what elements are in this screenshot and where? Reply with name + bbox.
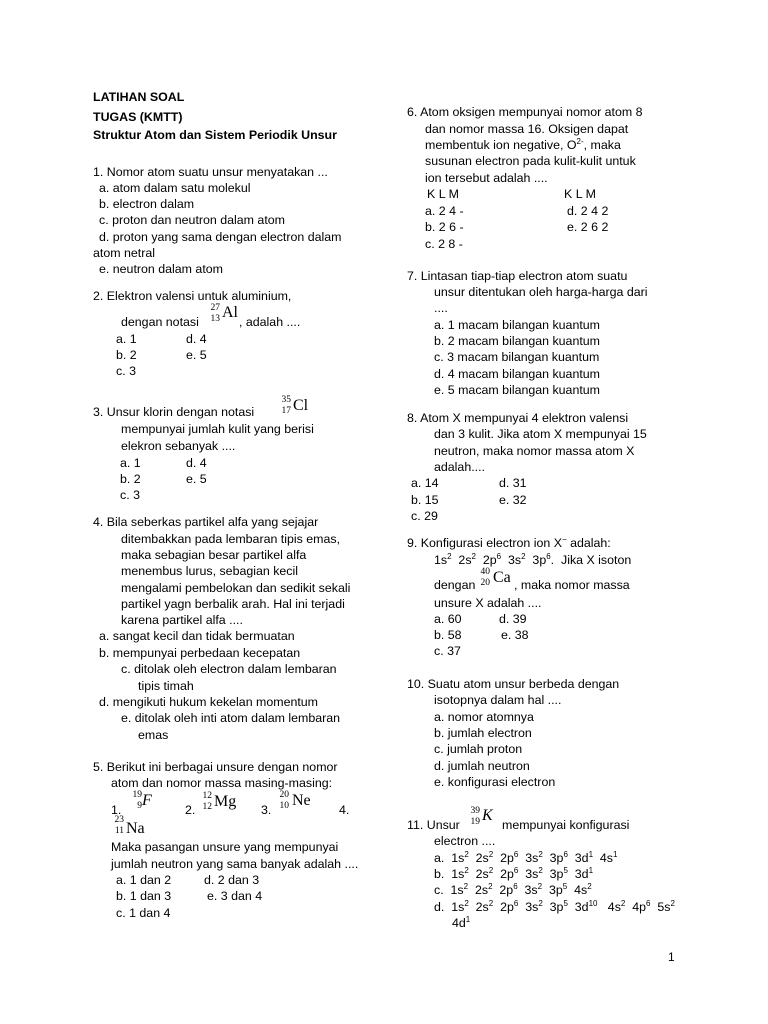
q9-option-e: e. 38 <box>501 628 529 642</box>
q11-d-label: d. <box>434 900 445 914</box>
q5-ne-number: 10 <box>279 801 289 811</box>
q4-line5: mengalami pembelokan dan sedikit sekali <box>121 581 351 595</box>
q6-line4: susunan electron pada kulit-kulit untuk <box>425 154 636 168</box>
q10-option-c: c. jumlah proton <box>434 742 523 756</box>
q5-option-c: c. 1 dan 4 <box>116 906 171 920</box>
q6-line2: dan nomor massa 16. Oksigen dapat <box>425 122 629 136</box>
q10-option-e: e. konfigurasi electron <box>434 775 556 789</box>
q5-option-d: d. 2 dan 3 <box>204 873 260 887</box>
q2-al-symbol: Al <box>222 304 238 321</box>
q11-option-d-cont: $4d^1$ <box>452 914 471 930</box>
q10-line2: isotopnya dalam hal .... <box>434 693 562 707</box>
q11-option-a: a. $1s^2$ $2s^2$ $2p^6$ $3s^2$ $3p^6$ $3d^1$ $4s^1$ <box>434 849 618 865</box>
q7-option-b: b. 2 macam bilangan kuantum <box>434 334 600 348</box>
q4-option-c-cont: tipis timah <box>138 679 194 693</box>
q5-na-mass: 23 <box>114 815 124 825</box>
q8-line1: 8. Atom X mempunyai 4 elektron valensi <box>407 411 629 425</box>
q6-option-a: a. 2 4 - <box>425 204 464 218</box>
q3-option-e: e. 5 <box>186 472 207 486</box>
q2-option-a: a. 1 <box>116 332 137 346</box>
q2-after: , adalah .... <box>239 315 301 329</box>
q4-option-e-cont: emas <box>138 728 169 742</box>
q5-num4: 4. <box>339 803 350 817</box>
q8-option-b: b. 15 <box>411 493 439 507</box>
q5-f-number: 9 <box>137 801 142 811</box>
q5-line3: Maka pasangan unsure yang mempunyai <box>111 840 339 854</box>
q11-k-symbol: K <box>482 807 493 824</box>
q4-option-d: d. mengikuti hukum kekelan momentum <box>99 695 319 709</box>
q6-line3-text: membentuk ion negative, O <box>425 138 577 152</box>
q9-line1-text: 9. Konfigurasi electron ion X <box>407 536 562 550</box>
q5-ne-mass: 20 <box>279 790 289 800</box>
q9-ca-number: 20 <box>480 578 490 588</box>
q10-option-b: b. jumlah electron <box>434 726 532 740</box>
q5-option-e: e. 3 dan 4 <box>207 889 263 903</box>
title-latihan-soal: LATIHAN SOAL <box>93 90 185 104</box>
q4-option-b: b. mempunyai perbedaan kecepatan <box>99 646 301 660</box>
q6-header-left: K L M <box>427 187 459 201</box>
q4-option-e: e. ditolak oleh inti atom dalam lembaran <box>121 711 341 725</box>
q4-option-a: a. sangat kecil dan tidak bermuatan <box>99 629 295 643</box>
q4-line7: karena partikel alfa .... <box>121 613 243 627</box>
q8-option-d: d. 31 <box>499 476 527 490</box>
q1-option-d: d. proton yang sama dengan electron dalam <box>99 230 342 244</box>
q11-a-label: a. <box>434 851 445 865</box>
q11-c-label: c. <box>434 883 444 897</box>
q1-option-e: e. neutron dalam atom <box>99 262 223 276</box>
q3-option-c: c. 3 <box>120 488 140 502</box>
q10-option-a: a. nomor atomnya <box>434 710 534 724</box>
q2-stem: 2. Elektron valensi untuk aluminium, <box>93 289 292 303</box>
q9-option-c: c. 37 <box>434 644 461 658</box>
q5-na-number: 11 <box>114 826 124 836</box>
q10-option-d: d. jumlah neutron <box>434 759 530 773</box>
q9-dengan: dengan <box>434 578 476 592</box>
q1-stem: 1. Nomor atom suatu unsur menyatakan ... <box>93 165 328 179</box>
q7-line3: .... <box>434 301 448 315</box>
q11-k-number: 19 <box>470 817 480 827</box>
q1-option-b: b. electron dalam <box>99 197 195 211</box>
q7-line1: 7. Lintasan tiap-tiap electron atom suatu <box>407 269 628 283</box>
q6-line5: ion tersebut adalah .... <box>425 171 548 185</box>
q6-option-d: d. 2 4 2 <box>567 204 609 218</box>
q3-stem: 3. Unsur klorin dengan notasi <box>93 405 255 419</box>
q8-line2: dan 3 kulit. Jika atom X mempunyai 15 <box>434 427 647 441</box>
q2-notasi: dengan notasi <box>121 315 199 329</box>
q7-line2: unsur ditentukan oleh harga-harga dari <box>434 285 648 299</box>
q2-option-b: b. 2 <box>116 348 137 362</box>
q8-line3: neutron, maka nomor massa atom X <box>434 444 635 458</box>
q5-line4: jumlah neutron yang sama banyak adalah .... <box>111 857 359 871</box>
q5-ne-symbol: Ne <box>292 792 311 809</box>
q5-num3: 3. <box>261 803 272 817</box>
q9-option-d: d. 39 <box>499 612 527 626</box>
page-number: 1 <box>668 950 675 964</box>
q1-option-a: a. atom dalam satu molekul <box>99 181 251 195</box>
q5-line1: 5. Berikut ini berbagai unsure dengan nomor <box>93 760 338 774</box>
q11-k-mass: 39 <box>470 806 480 816</box>
q3-line3: elekron sebanyak .... <box>121 439 236 453</box>
q5-f-symbol: F <box>142 792 152 809</box>
q3-cl-mass: 35 <box>281 395 291 405</box>
q6-line1: 6. Atom oksigen mempunyai nomor atom 8 <box>407 105 643 119</box>
q4-line6: partikel yagn berbalik arah. Hal ini terjadi <box>121 597 345 611</box>
q8-option-c: c. 29 <box>411 509 438 523</box>
q9-line1 <box>407 535 611 551</box>
q3-option-d: d. 4 <box>186 456 207 470</box>
q9-charge: − <box>561 534 567 544</box>
q8-option-a: a. 14 <box>411 476 439 490</box>
q6-option-e: e. 2 6 2 <box>567 220 609 234</box>
q5-mg-symbol: Mg <box>214 793 237 810</box>
q11-line2: electron .... <box>434 834 496 848</box>
title-topic: Struktur Atom dan Sistem Periodik Unsur <box>93 128 337 142</box>
q9-option-b: b. 58 <box>434 628 462 642</box>
q9-ca-mass: 40 <box>480 567 490 577</box>
q6-line3 <box>425 137 621 153</box>
q10-line1: 10. Suatu atom unsur berbeda dengan <box>407 677 620 691</box>
q1-option-d-cont: atom netral <box>93 246 155 260</box>
q11-option-b: b. $1s^2$ $2s^2$ $2p^6$ $3s^2$ $3p^5$ $3d^1$ <box>434 865 594 881</box>
q5-option-a: a. 1 dan 2 <box>116 873 172 887</box>
q2-option-e: e. 5 <box>186 348 207 362</box>
q6-line3-end: , maka <box>583 138 621 152</box>
q8-option-e: e. 32 <box>499 493 527 507</box>
q6-charge: 2- <box>576 136 584 146</box>
q1-option-c: c. proton dan neutron dalam atom <box>99 213 285 227</box>
q6-option-c: c. 2 8 - <box>425 237 463 251</box>
q6-option-b: b. 2 6 - <box>425 220 464 234</box>
q3-option-a: a. 1 <box>120 456 141 470</box>
q9-configuration: $1s^2$ $2s^2$ $2p^6$ $3s^2$ $3p^6$. Jika X isoton <box>434 551 632 567</box>
q4-line4: menembus lurus, sebagian kecil <box>121 564 299 578</box>
q5-f-mass: 19 <box>132 790 142 800</box>
q4-option-c: c. ditolak oleh electron dalam lembaran <box>121 662 337 676</box>
q9-option-a: a. 60 <box>434 612 462 626</box>
q11-unsur: 11. Unsur <box>407 818 460 832</box>
q2-option-d: d. 4 <box>186 332 207 346</box>
q4-line2: ditembakkan pada lembaran tipis emas, <box>121 532 341 546</box>
q5-option-b: b. 1 dan 3 <box>116 889 172 903</box>
q11-option-d: d. $1s^2$ $2s^2$ $2p^6$ $3s^2$ $3p^5$ $3d^{10}$ $4s^2$ $4p^6$ $5s^2$ <box>434 898 675 914</box>
q2-al-number: 13 <box>210 314 220 324</box>
q5-num1: 1. <box>111 803 122 817</box>
q11-after: mempunyai konfigurasi <box>502 818 630 832</box>
q9-line2: Jika X isoton <box>561 553 632 567</box>
q9-line4: unsure X adalah .... <box>434 596 542 610</box>
q2-option-c: c. 3 <box>116 364 136 378</box>
q9-line1-end: adalah: <box>566 536 611 550</box>
q3-cl-number: 17 <box>281 406 291 416</box>
q8-line4: adalah.... <box>434 460 485 474</box>
q9-ca-symbol: Ca <box>493 569 511 586</box>
q4-line1: 4. Bila seberkas partikel alfa yang sejajar <box>93 515 319 529</box>
q5-mg-number: 12 <box>202 802 212 812</box>
q7-option-a: a. 1 macam bilangan kuantum <box>434 318 600 332</box>
q7-option-e: e. 5 macam bilangan kuantum <box>434 383 600 397</box>
title-tugas: TUGAS (KMTT) <box>93 110 183 124</box>
q7-option-d: d. 4 macam bilangan kuantum <box>434 367 600 381</box>
q3-cl-symbol: Cl <box>293 397 309 414</box>
q11-d2-text: 4d <box>452 916 466 930</box>
q11-option-c: c. $1s^2$ $2s^2$ $2p^6$ $3s^2$ $3p^5$ $4s^2$ <box>434 881 592 897</box>
q4-line3: maka sebagian besar partikel alfa <box>121 548 307 562</box>
q3-line2: mempunyai jumlah kulit yang berisi <box>121 422 314 436</box>
q6-header-right: K L M <box>564 187 596 201</box>
q9-after: , maka nomor massa <box>514 578 630 592</box>
q5-num2: 2. <box>185 803 196 817</box>
q2-al-mass: 27 <box>210 303 220 313</box>
q11-b-label: b. <box>434 867 445 881</box>
q5-mg-mass: 12 <box>202 791 212 801</box>
q7-option-c: c. 3 macam bilangan kuantum <box>434 350 600 364</box>
q5-na-symbol: Na <box>126 820 145 837</box>
q5-line2: atom dan nomor massa masing-masing: <box>111 776 333 790</box>
q3-option-b: b. 2 <box>120 472 141 486</box>
